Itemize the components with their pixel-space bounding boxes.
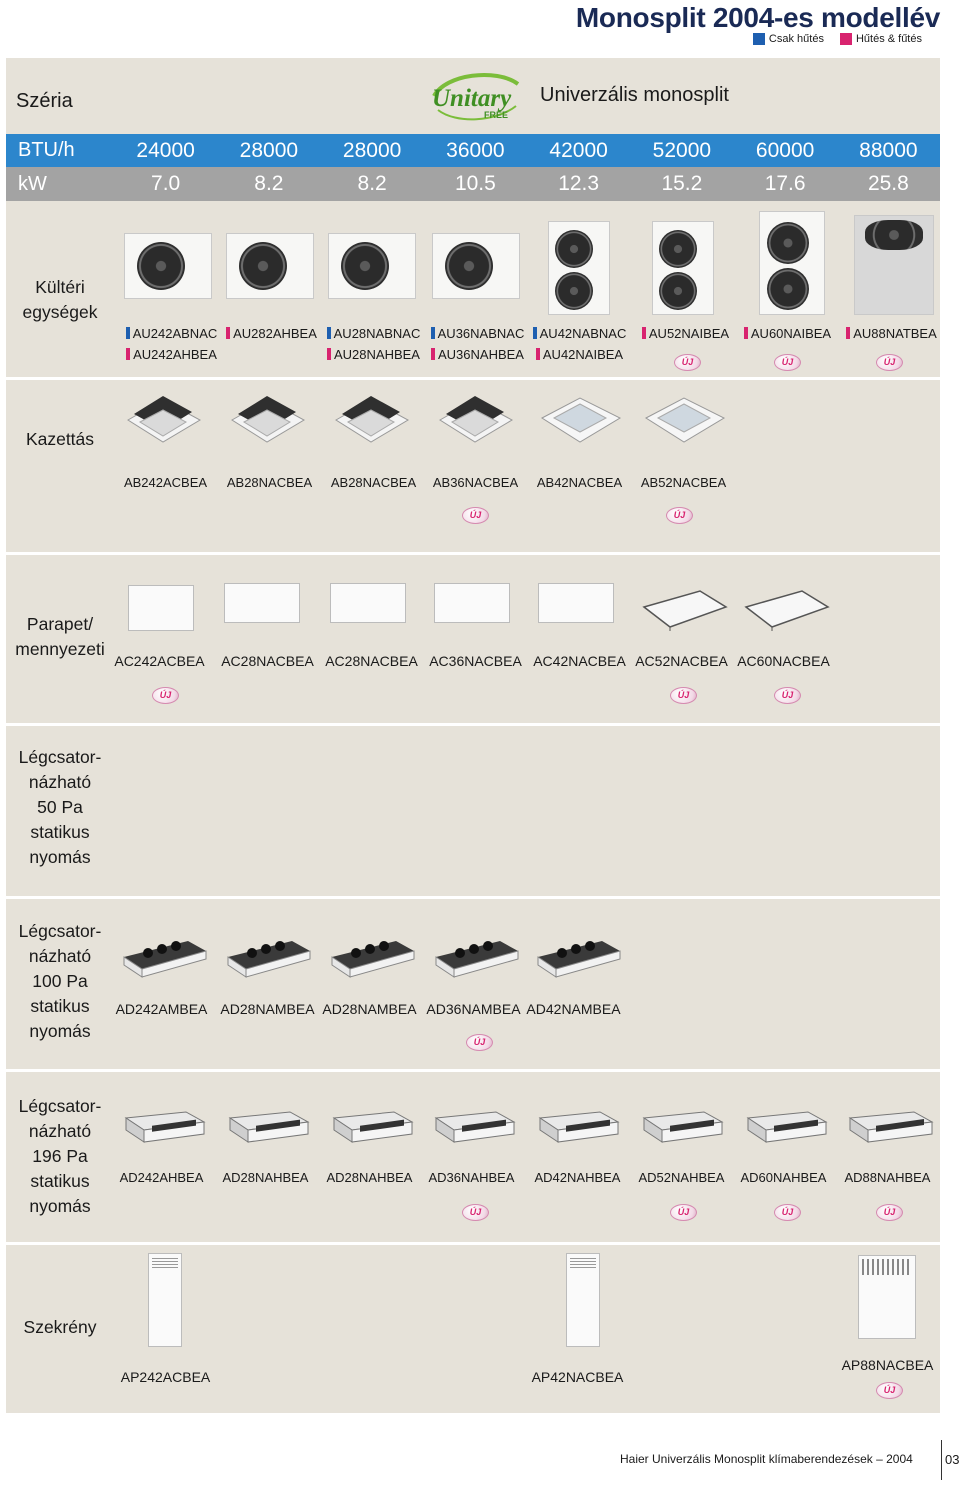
legend-item-heat-pump xyxy=(840,33,922,45)
outdoor-unit-image xyxy=(226,233,314,299)
cassette-unit-image xyxy=(222,392,312,450)
duct-unit-image xyxy=(846,1108,936,1150)
btu-value: 42000 xyxy=(549,138,608,162)
floor-ceiling-label-line: Parapet/ xyxy=(26,614,94,634)
duct-unit-image xyxy=(532,935,624,981)
footer-text: Haier Univerzális Monosplit klímaberendezések – 2004 xyxy=(620,1452,913,1466)
outdoor-unit-image xyxy=(854,215,934,315)
model-cell xyxy=(220,326,323,341)
btu-label: BTU/h xyxy=(18,139,75,161)
model-label: AU52NAIBEA xyxy=(648,326,730,341)
duct-196pa-label xyxy=(6,1094,114,1219)
cabinet-row xyxy=(6,1245,940,1413)
duct-unit-image xyxy=(640,1108,726,1150)
duct-100pa-label-line: statikus xyxy=(30,996,90,1016)
model-label: AD42NAMBEA xyxy=(526,1001,621,1017)
new-badge: ÚJ xyxy=(670,1204,697,1221)
duct-196pa-label-line: Légcsator- xyxy=(18,1096,102,1116)
outdoor-label-line: Kültéri xyxy=(35,277,85,297)
kw-value: 10.5 xyxy=(454,172,496,195)
duct-100pa-label xyxy=(6,919,114,1044)
ceiling-unit-image xyxy=(742,587,832,637)
model-label: AB242ACBEA xyxy=(123,475,208,490)
page-number: 03 xyxy=(941,1440,960,1480)
new-badge: ÚJ xyxy=(876,1204,903,1221)
model-label: AC28NACBEA xyxy=(221,653,314,669)
duct-196pa-label-line: názható xyxy=(28,1121,92,1141)
model-label: AU42NABNAC xyxy=(539,326,627,341)
model-label: AD36NAHBEA xyxy=(428,1170,515,1185)
duct-100pa-label-line: 100 Pa xyxy=(32,971,88,991)
model-cell xyxy=(634,326,737,341)
legend-item-cooling xyxy=(753,33,824,45)
outdoor-unit-image xyxy=(759,211,825,315)
kw-value: 15.2 xyxy=(661,172,703,195)
model-label: AU60NAIBEA xyxy=(750,326,832,341)
cassette-unit-image xyxy=(118,392,208,450)
model-cell xyxy=(322,326,425,362)
duct-196pa-label-line: nyomás xyxy=(29,1196,91,1216)
duct-unit-image xyxy=(226,1108,312,1150)
model-label: AU28NAHBEA xyxy=(334,347,420,362)
legend-label-heat-pump: Hűtés & fűtés xyxy=(855,33,922,45)
duct-50pa-row xyxy=(6,726,940,896)
duct-50pa-label-line: 50 Pa xyxy=(37,797,83,817)
model-label: AB42NACBEA xyxy=(536,475,623,490)
model-label: AU88NATBEA xyxy=(853,326,937,341)
legend-swatch-pink xyxy=(840,33,852,45)
kw-value: 8.2 xyxy=(254,172,284,195)
duct-100pa-label-line: Légcsator- xyxy=(18,921,102,941)
model-label: AC28NACBEA xyxy=(325,653,418,669)
model-label: AD42NAHBEA xyxy=(534,1170,621,1185)
floor-unit-image xyxy=(434,583,510,623)
new-badge: ÚJ xyxy=(876,1382,903,1399)
floor-unit-image xyxy=(128,585,194,631)
duct-196pa-label-line: statikus xyxy=(30,1171,90,1191)
floor-unit-image xyxy=(224,583,300,623)
model-label: AB28NACBEA xyxy=(226,475,313,490)
outdoor-label xyxy=(6,275,114,325)
model-label: AD36NAMBEA xyxy=(426,1001,521,1017)
outdoor-unit-image xyxy=(652,221,714,315)
cabinet-unit-image xyxy=(858,1255,916,1339)
legend xyxy=(753,33,922,45)
btu-value: 52000 xyxy=(652,138,712,162)
btu-value: 88000 xyxy=(859,138,918,162)
floor-ceiling-row xyxy=(6,555,940,723)
model-label: AC242ACBEA xyxy=(114,653,205,669)
btu-value: 28000 xyxy=(342,138,402,162)
outdoor-label-line: egységek xyxy=(22,302,98,322)
model-label: AD88NAHBEA xyxy=(844,1170,931,1185)
duct-unit-image xyxy=(744,1108,830,1150)
model-label: AU242ABNAC xyxy=(132,326,218,341)
model-label: AU42NAIBEA xyxy=(542,347,624,362)
new-badge: ÚJ xyxy=(670,687,697,704)
kw-value: 25.8 xyxy=(867,172,909,195)
model-label: AD28NAMBEA xyxy=(220,1001,315,1017)
duct-100pa-label-line: nyomás xyxy=(29,1021,91,1041)
model-label: AB52NACBEA xyxy=(640,475,727,490)
new-badge: ÚJ xyxy=(674,354,701,371)
model-label: AD28NAMBEA xyxy=(322,1001,417,1017)
model-label: AC52NACBEA xyxy=(635,653,728,669)
model-label: AP242ACBEA xyxy=(120,1369,211,1385)
kw-value: 7.0 xyxy=(151,172,181,195)
duct-50pa-label-line: statikus xyxy=(30,822,90,842)
duct-100pa-label-line: názható xyxy=(28,946,92,966)
model-label: AP42NACBEA xyxy=(531,1369,624,1385)
outdoor-unit-image xyxy=(548,221,610,315)
btu-value: 36000 xyxy=(446,138,505,162)
cassette-unit-image xyxy=(638,390,730,448)
model-cell xyxy=(736,326,839,341)
kw-value: 17.6 xyxy=(764,172,806,195)
new-badge: ÚJ xyxy=(462,1204,489,1221)
duct-unit-image xyxy=(118,935,210,981)
model-label: AU36NABNAC xyxy=(437,326,525,341)
cabinet-label: Szekrény xyxy=(23,1317,97,1337)
model-label: AB36NACBEA xyxy=(432,475,519,490)
model-cell xyxy=(120,326,223,362)
floor-unit-image xyxy=(330,583,406,623)
unitary-free-logo xyxy=(426,66,522,126)
model-label: AU28NABNAC xyxy=(333,326,421,341)
outdoor-unit-image xyxy=(124,233,212,299)
model-label: AD242AHBEA xyxy=(119,1170,204,1185)
duct-196pa-label-line: 196 Pa xyxy=(32,1146,88,1166)
model-cell xyxy=(840,326,943,341)
kw-label: kW xyxy=(18,172,47,195)
model-label: AD52NAHBEA xyxy=(638,1170,725,1185)
series-label: Széria xyxy=(16,90,73,112)
series-row xyxy=(6,58,940,134)
series-subtitle: Univerzális monosplit xyxy=(540,84,729,106)
duct-100pa-row xyxy=(6,899,940,1069)
floor-ceiling-label-line: mennyezeti xyxy=(15,639,105,659)
duct-50pa-label-line: nyomás xyxy=(29,847,91,867)
cassette-unit-image xyxy=(430,392,520,450)
floor-ceiling-label xyxy=(6,612,114,662)
duct-unit-image xyxy=(432,1108,518,1150)
new-badge: ÚJ xyxy=(774,354,801,371)
model-label: AD28NAHBEA xyxy=(326,1170,413,1185)
model-label: AP88NACBEA xyxy=(841,1357,934,1373)
cassette-unit-image xyxy=(326,392,416,450)
new-badge: ÚJ xyxy=(466,1034,493,1051)
model-label: AD242AMBEA xyxy=(115,1001,208,1017)
outdoor-unit-image xyxy=(432,233,520,299)
new-badge: ÚJ xyxy=(666,507,693,524)
duct-unit-image xyxy=(326,935,418,981)
duct-50pa-label-line: Légcsator- xyxy=(18,747,102,767)
model-label: AU36NAHBEA xyxy=(438,347,524,362)
kw-value: 12.3 xyxy=(558,172,600,195)
duct-unit-image xyxy=(536,1108,622,1150)
duct-unit-image xyxy=(122,1108,208,1150)
duct-196pa-row xyxy=(6,1072,940,1242)
model-label: AD60NAHBEA xyxy=(740,1170,827,1185)
btu-row xyxy=(6,134,940,167)
cabinet-unit-image xyxy=(566,1253,600,1347)
kw-row xyxy=(6,167,940,201)
new-badge: ÚJ xyxy=(774,1204,801,1221)
model-label: AC36NACBEA xyxy=(429,653,522,669)
btu-value: 28000 xyxy=(239,138,299,162)
duct-50pa-label-line: názható xyxy=(28,772,92,792)
duct-50pa-label xyxy=(6,745,114,870)
legend-label-cooling: Csak hűtés xyxy=(768,33,824,45)
model-label: AB28NACBEA xyxy=(330,475,417,490)
kw-value: 8.2 xyxy=(357,172,387,195)
svg-text:FREE: FREE xyxy=(484,110,509,120)
model-label: AC60NACBEA xyxy=(737,653,830,669)
page-title: Monosplit 2004-es modellév xyxy=(575,2,940,33)
duct-unit-image xyxy=(222,935,314,981)
new-badge: ÚJ xyxy=(876,354,903,371)
floor-unit-image xyxy=(538,583,614,623)
model-label: AU282AHBEA xyxy=(233,326,317,341)
btu-value: 24000 xyxy=(136,138,195,162)
model-cell xyxy=(528,326,631,362)
new-badge: ÚJ xyxy=(774,687,801,704)
duct-unit-image xyxy=(430,935,522,981)
new-badge: ÚJ xyxy=(462,507,489,524)
legend-swatch-blue xyxy=(753,33,765,45)
model-label: AC42NACBEA xyxy=(533,653,626,669)
model-cell xyxy=(426,326,529,362)
cassette-unit-image xyxy=(534,390,626,448)
cabinet-unit-image xyxy=(148,1253,182,1347)
outdoor-unit-image xyxy=(328,233,416,299)
duct-unit-image xyxy=(330,1108,416,1150)
btu-value: 60000 xyxy=(755,138,815,162)
new-badge: ÚJ xyxy=(152,687,179,704)
model-label: AD28NAHBEA xyxy=(222,1170,309,1185)
model-label: AU242AHBEA xyxy=(133,347,217,362)
cassette-label: Kazettás xyxy=(25,429,95,449)
svg-text:Unitary: Unitary xyxy=(432,85,512,112)
cassette-row xyxy=(6,380,940,552)
ceiling-unit-image xyxy=(640,587,730,637)
outdoor-units-row xyxy=(6,201,940,377)
product-table xyxy=(6,58,940,1413)
